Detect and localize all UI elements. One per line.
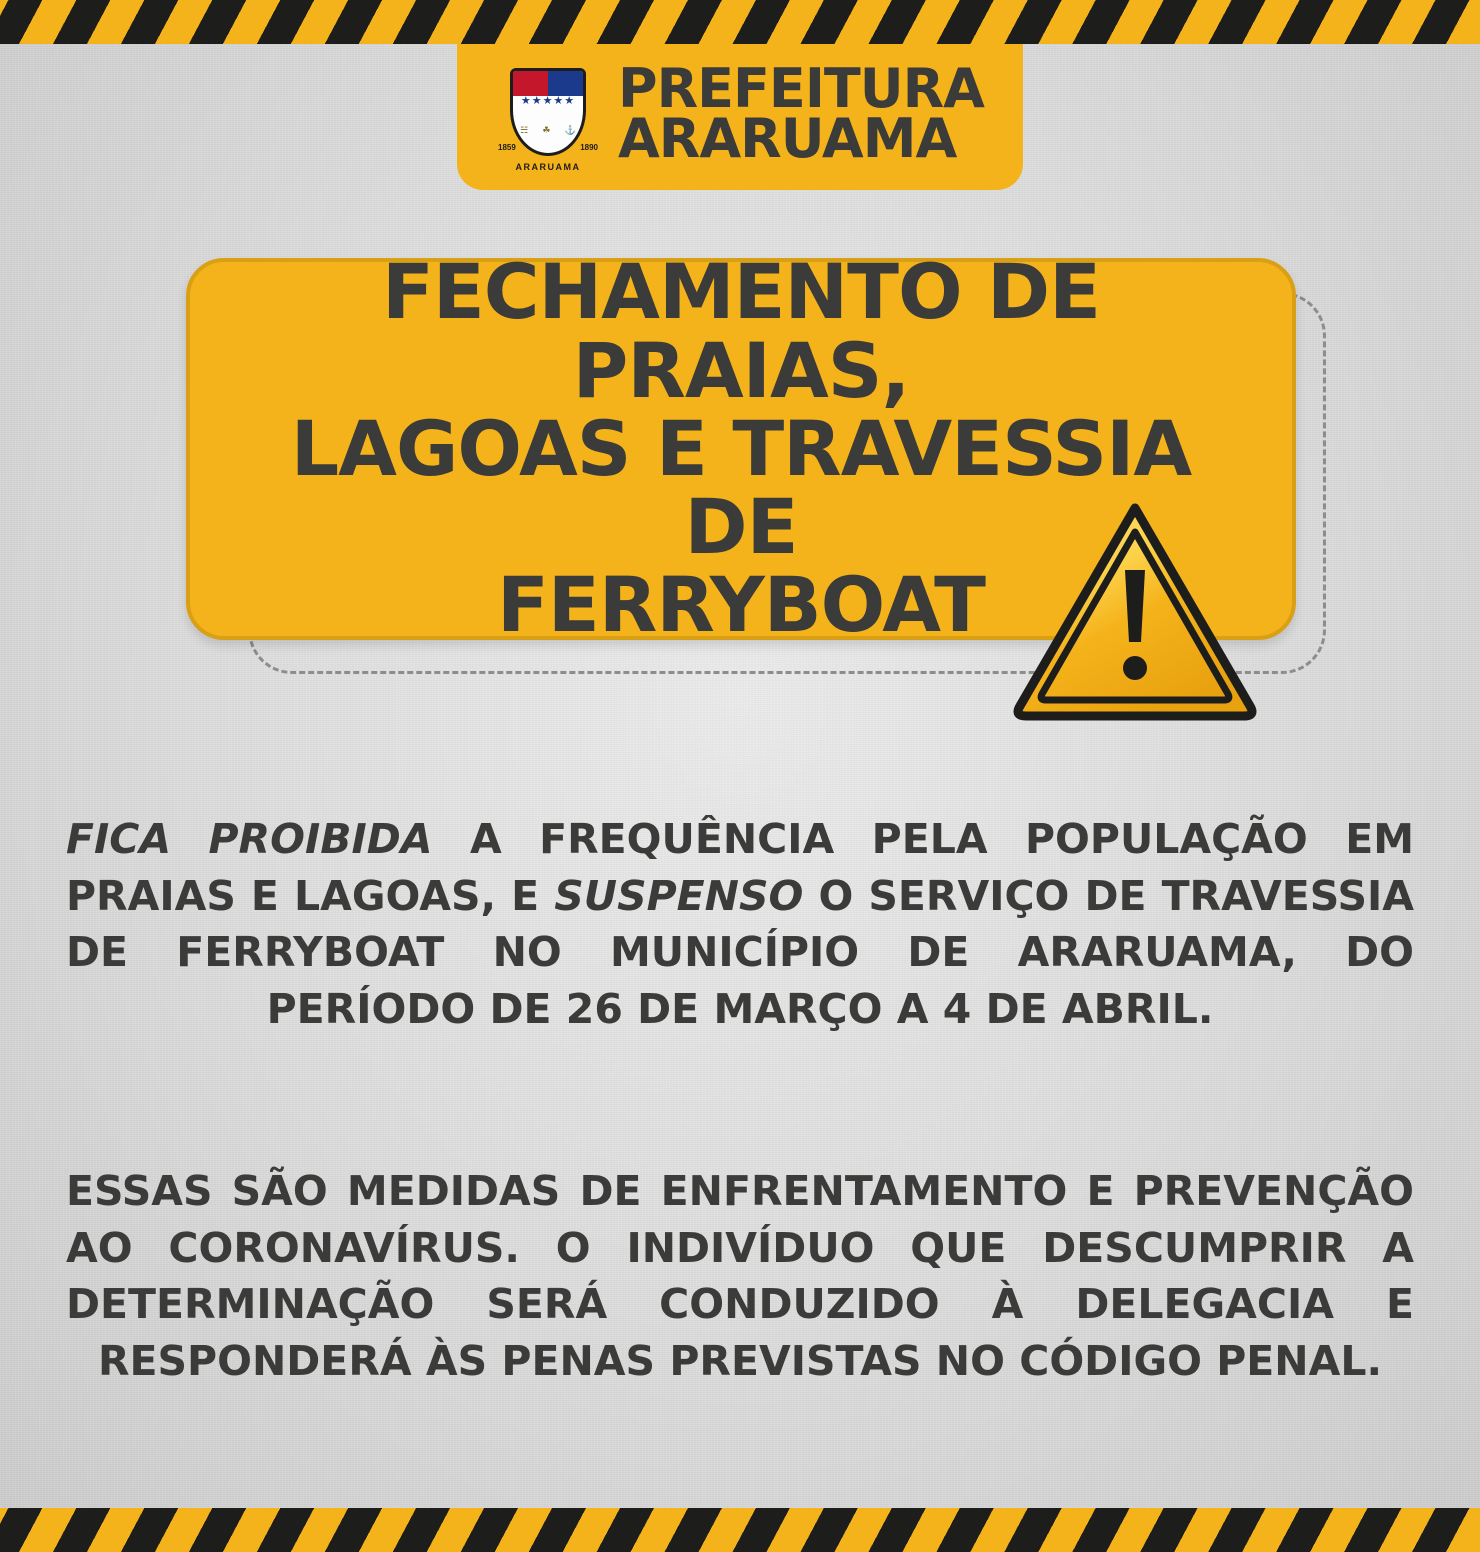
crest-stars: ★★★★★ xyxy=(520,95,576,108)
hazard-stripe-top xyxy=(0,0,1480,44)
coat-of-arms-icon: ★★★★★ ☵ ☘ ⚓ 1859 1890 ARARUAMA xyxy=(496,54,600,174)
emphasis-suspenso: SUSPENSO xyxy=(554,871,804,920)
body-segment-1: A FREQUÊNCIA PELA POPULAÇÃO EM PRAIAS E LAGOAS, E xyxy=(66,815,1414,920)
title-line-1: FECHAMENTO DE PRAIAS, xyxy=(381,247,1101,415)
warning-triangle-icon xyxy=(1012,498,1258,722)
title-line-3: FERRYBOAT xyxy=(496,560,985,650)
emphasis-fica-proibida: FICA PROIBIDA xyxy=(66,815,433,863)
logo-line-prefeitura: PREFEITURA xyxy=(618,57,984,121)
title-line-2: LAGOAS E TRAVESSIA DE xyxy=(290,403,1192,572)
hazard-stripe-bottom xyxy=(0,1508,1480,1552)
logo-line-araruama: ARARUAMA xyxy=(618,107,957,170)
body-paragraph-2: ESSAS SÃO MEDIDAS DE ENFRENTAMENTO E PREVENÇÃO AO CORONAVÍRUS. O INDIVÍDUO QUE DESCUMPRIR A DETERMINAÇÃO SERÁ CONDUZIDO À DELEGACIA E RESPONDERÁ ÀS PENAS PREVISTAS NO CÓDIGO PENAL. xyxy=(66,1167,1414,1385)
crest-year-right: 1890 xyxy=(580,143,598,152)
crest-year-left: 1859 xyxy=(498,143,516,152)
body-segment-2: O SERVIÇO DE TRAVESSIA DE FERRYBOAT NO MUNICÍPIO DE ARARUAMA, DO PERÍODO DE 26 DE MARÇO A 4 DE ABRIL. xyxy=(66,871,1415,1033)
prefeitura-logo-plate xyxy=(457,44,1023,190)
logo-wordmark xyxy=(618,57,984,170)
body-paragraph-1 xyxy=(66,811,1414,1037)
crest-city-name: ARARUAMA xyxy=(515,162,581,172)
